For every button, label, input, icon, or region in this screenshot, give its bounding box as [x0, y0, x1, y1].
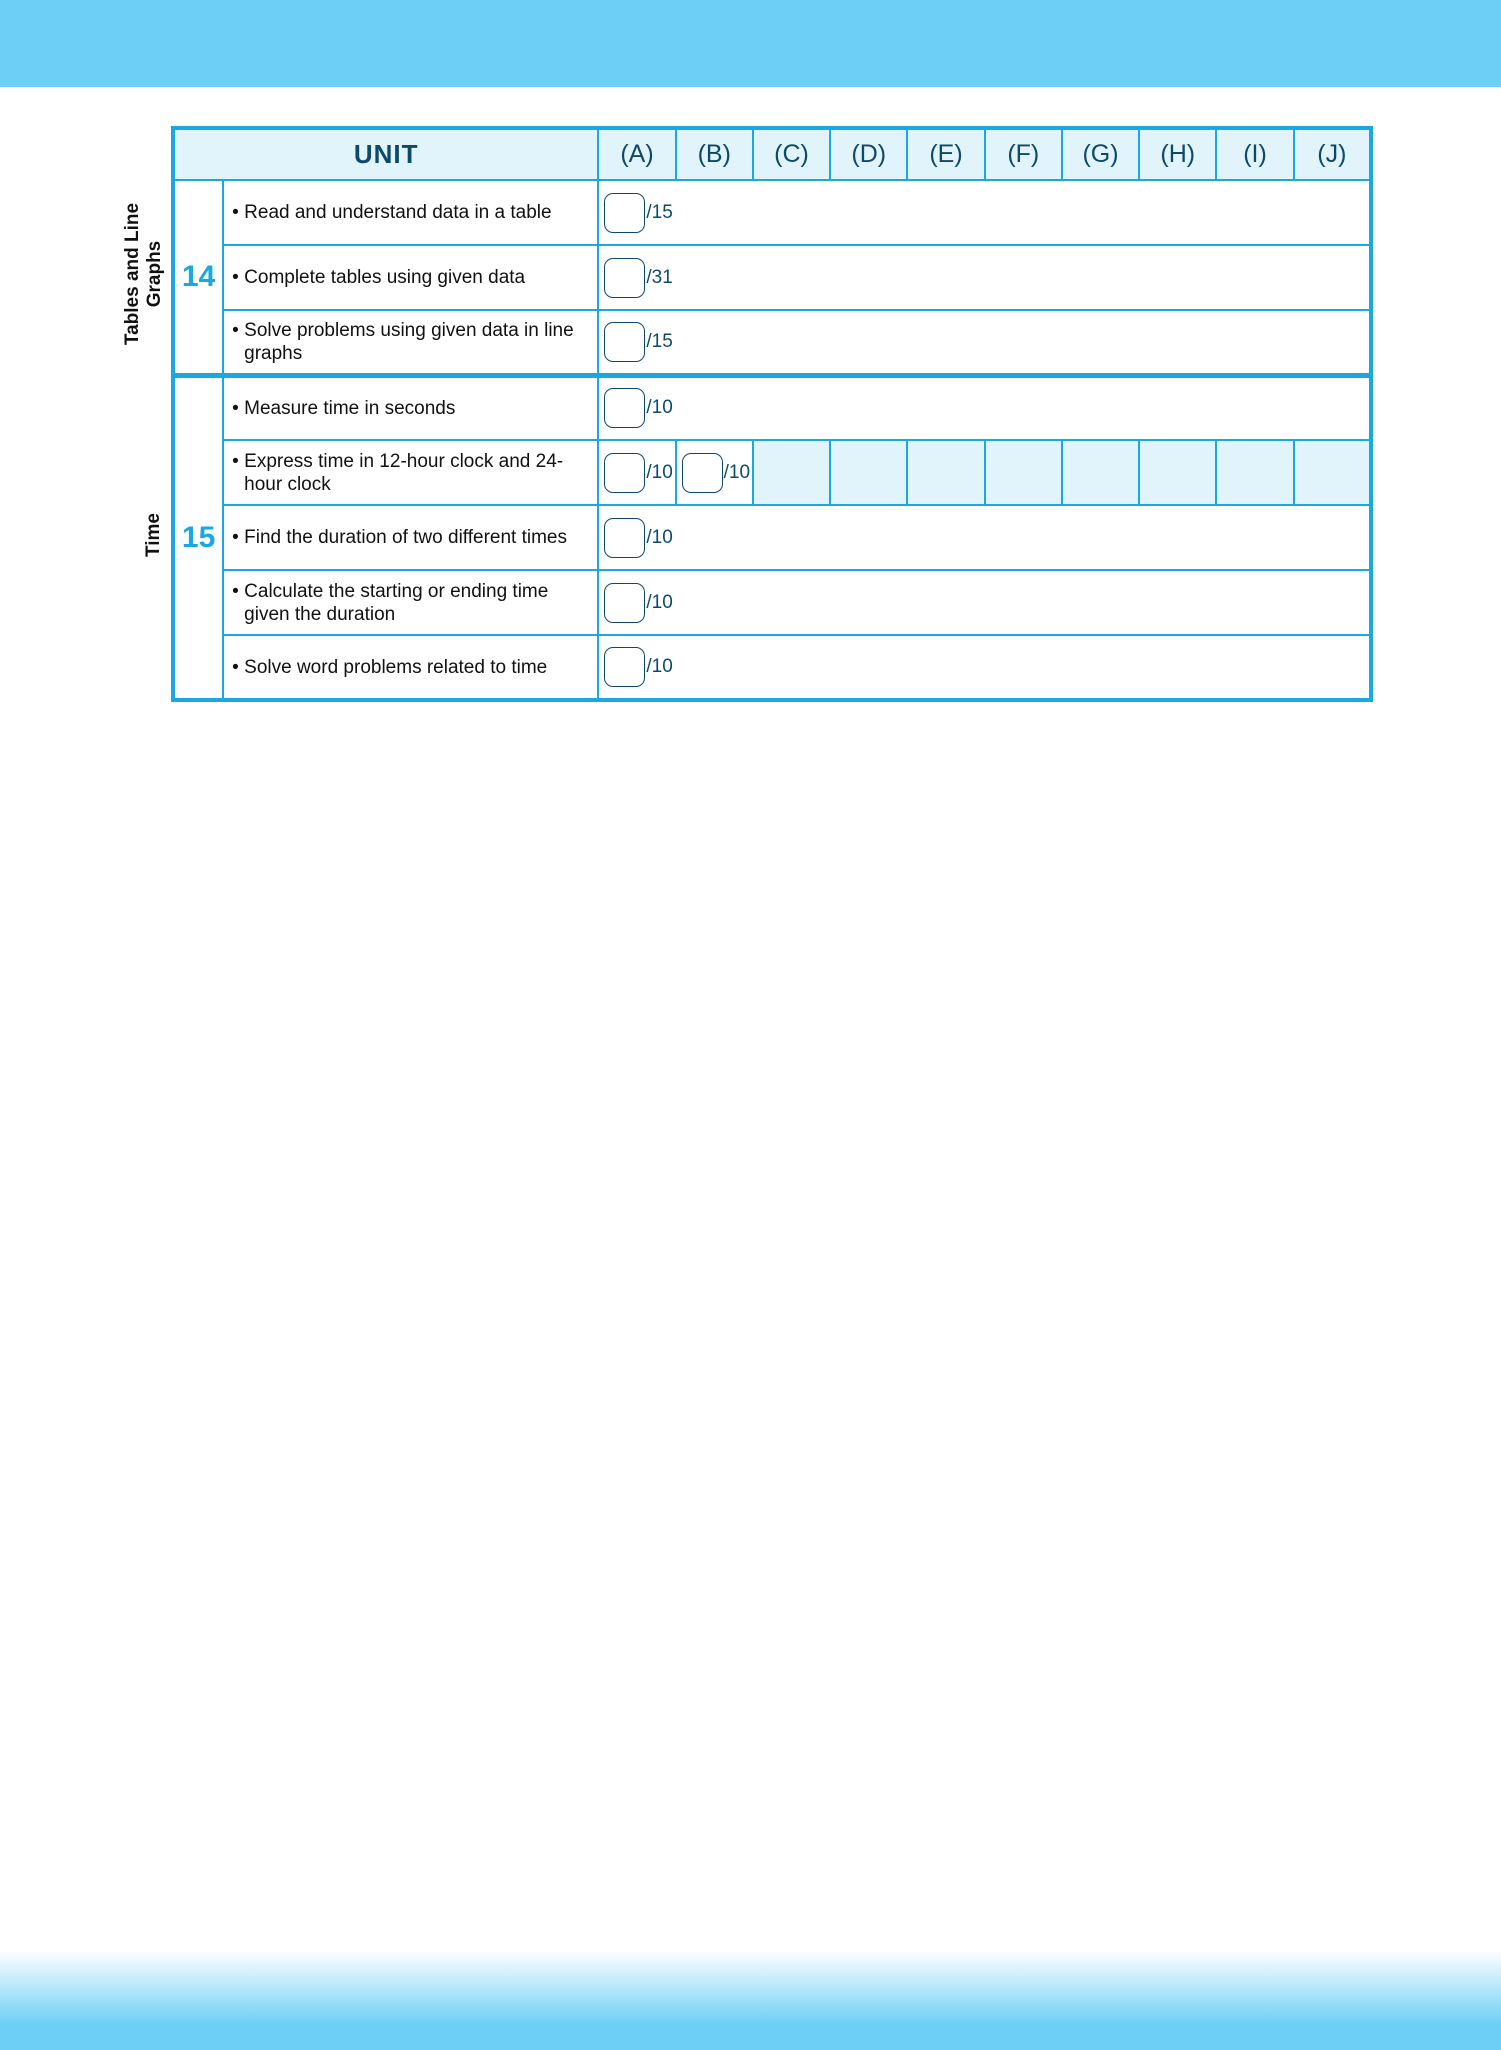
empty-cell: [1216, 440, 1293, 505]
table-row: [173, 375, 1371, 440]
col-h: (H): [1139, 128, 1216, 180]
empty-cell: [753, 440, 830, 505]
objective-text: Measure time in seconds: [244, 397, 456, 419]
table-row: [173, 180, 1371, 245]
max-score: /10: [646, 526, 673, 548]
score-cell: [598, 375, 1371, 440]
bullet: •: [232, 656, 239, 678]
objective: [223, 245, 598, 310]
col-a: (A): [598, 128, 675, 180]
max-score: /15: [646, 201, 673, 223]
max-score: /15: [646, 330, 673, 352]
objective-text: Read and understand data in a table: [244, 202, 552, 223]
col-c: (C): [753, 128, 830, 180]
col-f: (F): [985, 128, 1062, 180]
score-cell: [598, 310, 1371, 375]
score-cell: [598, 440, 675, 505]
empty-cell: [1062, 440, 1139, 505]
max-score: /10: [646, 656, 673, 677]
objective: [223, 375, 598, 440]
table-row: [173, 635, 1371, 700]
objective: [223, 505, 598, 570]
empty-cell: [907, 440, 984, 505]
table-row: [173, 505, 1371, 570]
max-score: /10: [723, 461, 751, 483]
col-b: (B): [676, 128, 753, 180]
col-d: (D): [830, 128, 907, 180]
score-input[interactable]: [604, 518, 645, 558]
topic-label-15: Time: [143, 513, 164, 558]
top-banner: [0, 0, 1501, 87]
score-cell: [598, 245, 1371, 310]
empty-cell: [985, 440, 1062, 505]
objective: [223, 440, 598, 505]
max-score: /31: [646, 266, 673, 288]
table-row: [173, 245, 1371, 310]
col-i: (I): [1216, 128, 1293, 180]
score-cell: [676, 440, 753, 505]
bullet: •: [232, 450, 239, 472]
score-input[interactable]: [604, 583, 645, 623]
score-input[interactable]: [604, 322, 645, 362]
bottom-banner: [0, 1950, 1501, 2050]
objective-text: Solve problems using given data in line graphs: [244, 319, 574, 364]
table-row: [173, 310, 1371, 375]
unit-number: 15: [173, 375, 223, 700]
score-cell: [598, 180, 1371, 245]
topic-label-14: Tables and Line Graphs: [122, 202, 165, 346]
header-row: [173, 128, 1371, 180]
objective-text: Find the duration of two different times: [244, 527, 567, 548]
score-input[interactable]: [682, 453, 723, 493]
score-input[interactable]: [604, 388, 645, 428]
score-input[interactable]: [604, 193, 645, 233]
unit-header: UNIT: [173, 128, 598, 180]
objective: [223, 570, 598, 635]
objective: [223, 635, 598, 700]
col-g: (G): [1062, 128, 1139, 180]
empty-cell: [1139, 440, 1216, 505]
empty-cell: [830, 440, 907, 505]
max-score: /10: [646, 461, 673, 483]
score-input[interactable]: [604, 647, 645, 687]
bullet: •: [232, 319, 239, 341]
score-cell: [598, 570, 1371, 635]
score-cell: [598, 635, 1371, 700]
bullet: •: [232, 527, 239, 548]
objective: [223, 180, 598, 245]
bullet: •: [232, 267, 239, 288]
table-row: [173, 570, 1371, 635]
score-input[interactable]: [604, 453, 645, 493]
bullet: •: [232, 202, 239, 223]
progress-table: [171, 126, 1373, 702]
score-input[interactable]: [604, 258, 645, 298]
objective-text: Complete tables using given data: [244, 267, 526, 288]
unit-number: 14: [173, 180, 223, 375]
table-row: [173, 440, 1371, 505]
objective-text: Calculate the starting or ending time given the duration: [244, 580, 549, 625]
col-j: (J): [1294, 128, 1371, 180]
max-score: /10: [646, 591, 673, 613]
bullet: •: [232, 397, 239, 419]
col-e: (E): [907, 128, 984, 180]
bullet: •: [232, 580, 239, 602]
objective: [223, 310, 598, 375]
objective-text: Express time in 12-hour clock and 24-hour clock: [244, 450, 564, 495]
score-cell: [598, 505, 1371, 570]
objective-text: Solve word problems related to time: [244, 656, 548, 678]
max-score: /10: [646, 397, 673, 419]
empty-cell: [1294, 440, 1371, 505]
